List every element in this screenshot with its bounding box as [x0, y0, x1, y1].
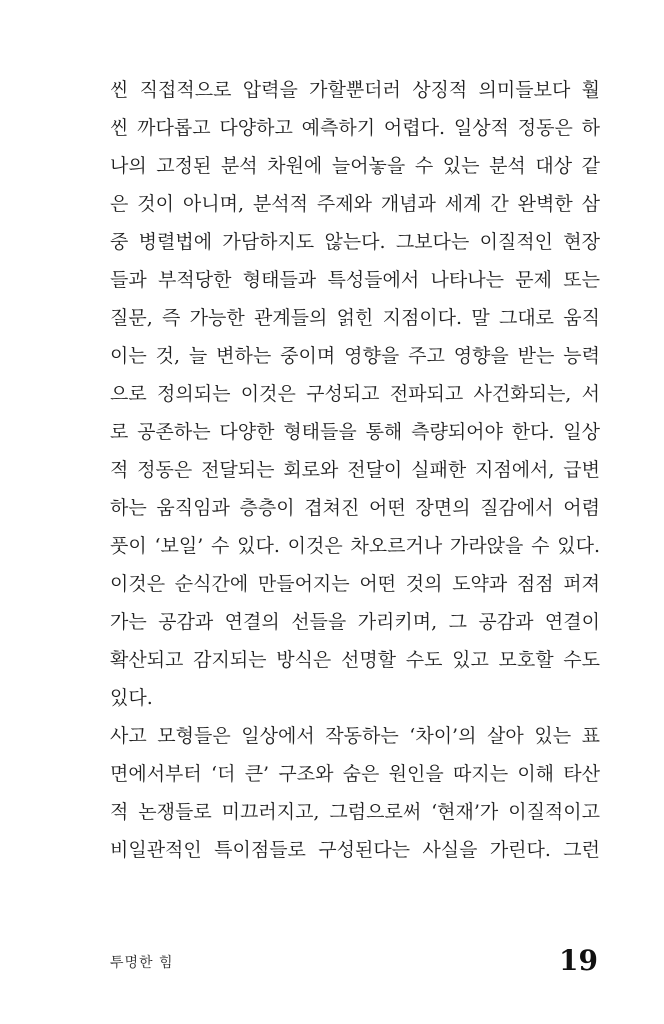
text-line: 이는 것, 늘 변하는 중이며 영향을 주고 영향을 받는 능력 [110, 345, 600, 367]
text-line: 면에서부터 ‘더 큰’ 구조와 숨은 원인을 따지는 이해 타산 [110, 763, 600, 785]
page-number: 19 [559, 944, 598, 977]
text-line: 적 논쟁들로 미끄러지고, 그럼으로써 ‘현재’가 이질적이고 [110, 801, 600, 823]
body-text [110, 71, 600, 869]
text-line: 으로 정의되는 이것은 구성되고 전파되고 사건화되는, 서 [110, 383, 600, 405]
text-line: 있다. [110, 687, 153, 709]
text-line: 씬 까다롭고 다양하고 예측하기 어렵다. 일상적 정동은 하 [110, 117, 600, 139]
text-line: 나의 고정된 분석 차원에 늘어놓을 수 있는 분석 대상 같 [110, 155, 600, 177]
text-line: 하는 움직임과 층층이 겹쳐진 어떤 장면의 질감에서 어렴 [110, 497, 600, 519]
text-line: 씬 직접적으로 압력을 가할뿐더러 상징적 의미들보다 훨 [110, 79, 600, 101]
text-line: 들과 부적당한 형태들과 특성들에서 나타나는 문제 또는 [110, 269, 600, 291]
text-line: 로 공존하는 다양한 형태들을 통해 측량되어야 한다. 일상 [110, 421, 600, 443]
text-line: 사고 모형들은 일상에서 작동하는 ‘차이’의 살아 있는 표 [110, 725, 600, 747]
page-footer [110, 940, 600, 984]
text-line: 질문, 즉 가능한 관계들의 얽힌 지점이다. 말 그대로 움직 [110, 307, 600, 329]
text-line: 이것은 순식간에 만들어지는 어떤 것의 도약과 점점 퍼져 [110, 573, 600, 595]
text-line: 중 병렬법에 가담하지도 않는다. 그보다는 이질적인 현장 [110, 231, 600, 253]
text-line: 은 것이 아니며, 분석적 주제와 개념과 세계 간 완벽한 삼 [110, 193, 600, 215]
text-line: 가는 공감과 연결의 선들을 가리키며, 그 공감과 연결이 [110, 611, 600, 633]
text-line: 확산되고 감지되는 방식은 선명할 수도 있고 모호할 수도 [110, 649, 600, 671]
running-title: 투명한 힘 [110, 955, 174, 971]
text-line: 적 정동은 전달되는 회로와 전달이 실패한 지점에서, 급변 [110, 459, 600, 481]
text-line: 풋이 ‘보일’ 수 있다. 이것은 차오르거나 가라앉을 수 있다. [110, 535, 600, 557]
text-line: 비일관적인 특이점들로 구성된다는 사실을 가린다. 그런 [110, 839, 600, 861]
